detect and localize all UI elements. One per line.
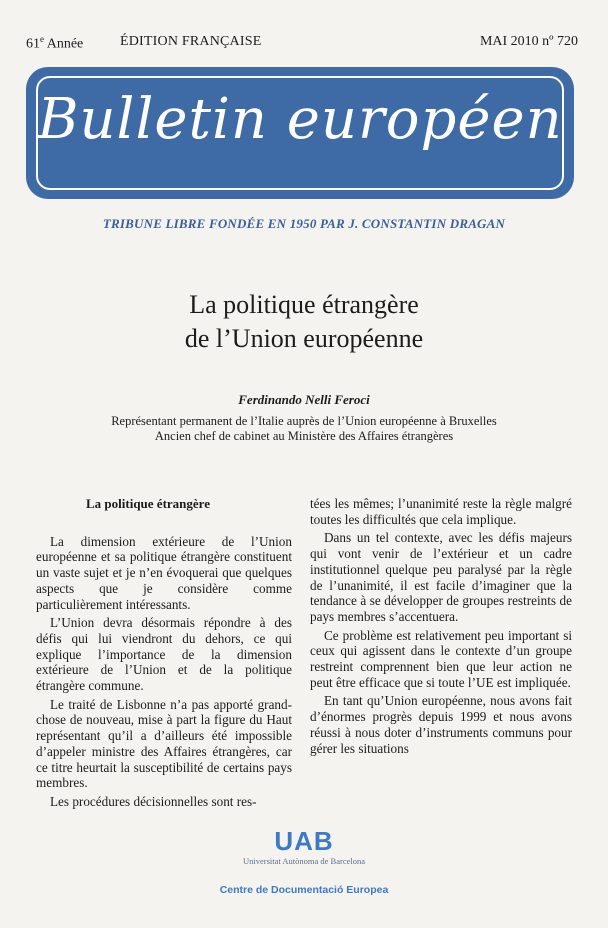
section-heading: La politique étrangère — [86, 496, 210, 511]
text-column-left — [36, 496, 292, 810]
article-author: Ferdinando Nelli Feroci — [238, 392, 370, 407]
article-title-line-2: de l’Union européenne — [184, 324, 424, 353]
author-roles — [0, 414, 608, 444]
masthead-title: Bulletin européen — [37, 87, 563, 152]
stamp-institution: Universitat Autònoma de Barcelona — [242, 856, 366, 866]
paragraph: Dans un tel contexte, avec les défis majeurs qui vont venir de l’extérieur et un cadre institutionnel quelque peu paralysé par la règle de l’unanimité, il est facile d’imaginer que la tendance à se développer de groupes restreints de pays membres s’accentuera. — [310, 530, 572, 624]
author-role-line-1: Représentant permanent de l’Italie auprès de l’Union européenne à Bruxelles — [111, 414, 497, 428]
year-suffix: e — [40, 34, 44, 44]
tagline: TRIBUNE LIBRE FONDÉE EN 1950 PAR J. CONSTANTIN DRAGAN — [102, 216, 506, 231]
masthead-banner — [26, 67, 574, 199]
article-title-line-1: La politique étrangère — [189, 290, 419, 319]
text-column-right — [310, 496, 572, 756]
paragraph: La dimension extérieure de l’Union européenne et sa politique étrangère constituent un vaste sujet et je n’en évoquerai que quelques aspects que je considère comme particulièrement intéressants. — [36, 533, 292, 612]
header-line — [26, 34, 578, 52]
paragraph: L’Union devra désormais répondre à des défis qui lui viendront du dehors, ce qui explique l’importance de la dimension extérieure de l’Union et de la politique étrangère commune. — [36, 615, 292, 694]
paragraph: tées les mêmes; l’unanimité reste la règle malgré toutes les difficultés que cela implique. — [310, 496, 572, 527]
year-word: Année — [46, 36, 84, 52]
edition-language: ÉDITION FRANÇAISE — [120, 34, 262, 49]
stamp-centre: Centre de Documentació Europea — [219, 884, 389, 896]
year-number: 61 — [26, 36, 40, 52]
article-title — [0, 288, 608, 356]
uab-logo: UAB — [274, 826, 334, 856]
paragraph: Ce problème est relativement peu important si ceux qui agissent dans le contexte d’un groupe restreint comprennent bien que leur action ne peut être efficace que si toute l’UE est impliquée. — [310, 627, 572, 690]
paragraph: Les procédures décisionnelles sont res- — [50, 793, 257, 809]
author-role-line-2: Ancien chef de cabinet au Ministère des Affaires étrangères — [154, 429, 454, 443]
library-stamp — [0, 828, 608, 866]
edition-year — [26, 34, 83, 53]
issue-number: MAI 2010 nº 720 — [479, 34, 578, 49]
paragraph: En tant qu’Union européenne, nous avons fait d’énormes progrès depuis 1999 et nous avons réussi à nous doter d’instruments communs pour gérer les situations — [310, 693, 572, 756]
paragraph: Le traité de Lisbonne n’a pas apporté grand-chose de nouveau, mise à part la figure du Haut représentant qu’il a d’ailleurs été impossible d’appeler ministre des Affaires étrangères, car ce titre heurtait la susceptibilité de certains pays membres. — [36, 696, 292, 791]
